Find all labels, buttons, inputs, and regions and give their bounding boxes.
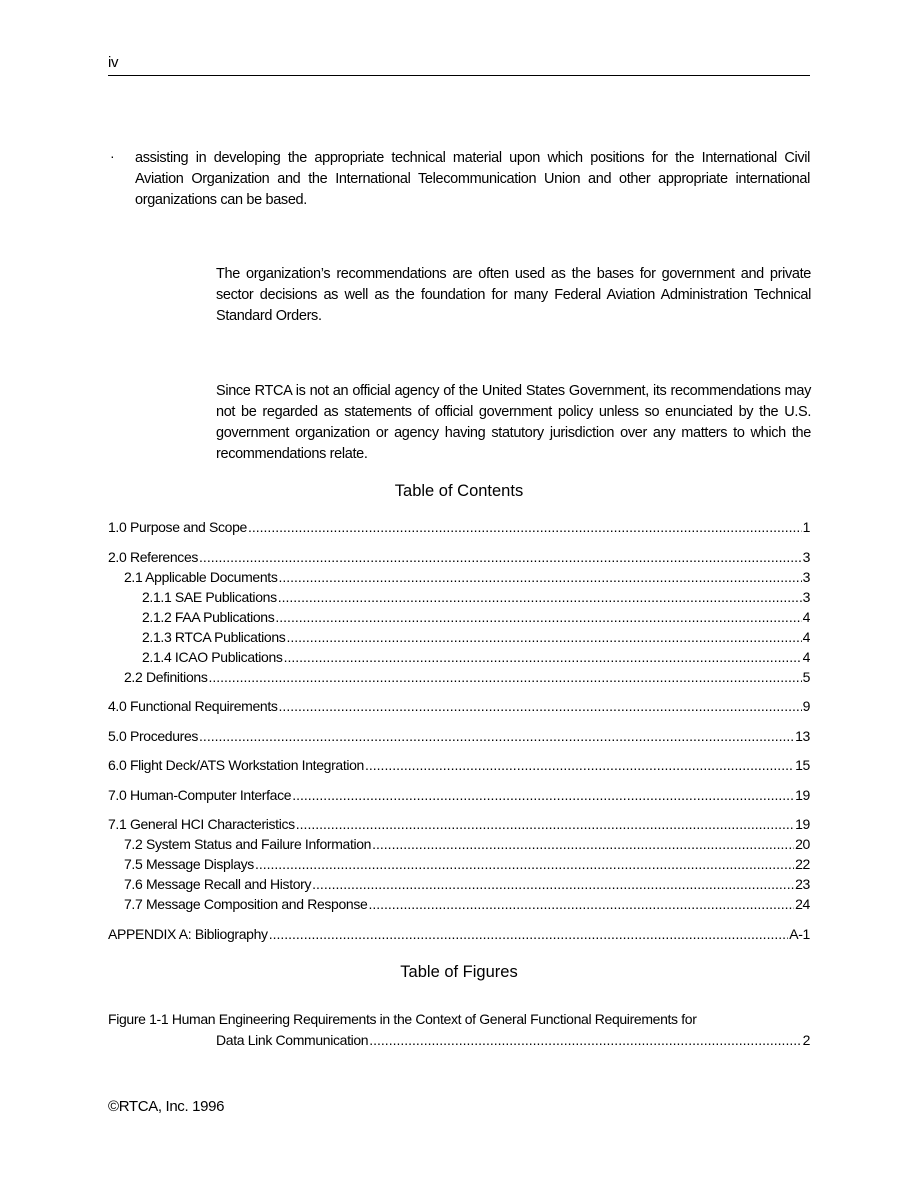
bullet-text: assisting in developing the appropriate technical material upon which positions for the International Civil Aviation Organization and the International Telecommunication Union and other appropriate international organizations can be based. — [135, 150, 810, 208]
toc-entry-text: 4.0 Functional Requirements — [108, 698, 278, 714]
toc-entry[interactable] — [108, 587, 810, 607]
copyright: ©RTCA, Inc. 1996 — [108, 1098, 225, 1115]
toc-entry[interactable] — [108, 517, 810, 537]
paragraph: Since RTCA is not an official agency of the United States Government, its recommendations may not be regarded as statements of official government policy unless so enunciated by the U.S. government organization or agency having statutory jurisdiction over any matters to which the recommendations relate. — [216, 383, 811, 462]
toc-entry-text: 1.0 Purpose and Scope — [108, 519, 247, 535]
toc-entry-page: 13 — [795, 727, 810, 744]
figure-entry-row — [108, 1030, 810, 1051]
toc-entry-text: 5.0 Procedures — [108, 727, 199, 744]
toc-entry-page: 19 — [795, 786, 810, 803]
leader-dots — [284, 647, 802, 667]
leader-dots — [296, 814, 794, 834]
leader-dots — [255, 854, 794, 874]
toc-entry[interactable] — [108, 785, 810, 805]
toc-entry[interactable] — [108, 834, 810, 854]
header-rule — [108, 75, 810, 76]
toc-entry[interactable] — [108, 854, 810, 874]
table-of-contents — [108, 517, 810, 944]
leader-dots — [292, 785, 794, 805]
toc-entry-text: 2.2 Definitions — [124, 668, 208, 685]
toc-entry-page: A-1 — [789, 925, 810, 942]
toc-entry-page: 3 — [802, 568, 810, 585]
toc-entry[interactable] — [108, 607, 810, 627]
toc-entry-text: 7.0 Human-Computer Interface — [108, 786, 292, 803]
leader-dots — [248, 517, 802, 537]
toc-entry-text: 2.1 Applicable Documents — [124, 568, 278, 585]
leader-dots — [369, 1030, 801, 1051]
toc-entry-text: 7.1 General HCI Characteristics — [108, 816, 295, 832]
toc-entry-page: 24 — [795, 896, 810, 912]
figure-entry-page: 2 — [802, 1032, 810, 1048]
toc-entry-page: 9 — [802, 698, 810, 714]
toc-entry-page: 4 — [802, 608, 810, 625]
toc-entry-page: 15 — [795, 757, 810, 773]
toc-entry-page: 3 — [802, 548, 810, 565]
toc-entry[interactable] — [108, 924, 810, 944]
toc-entry[interactable] — [108, 814, 810, 834]
toc-title: Table of Contents — [394, 482, 524, 500]
toc-entry-page: 4 — [802, 628, 810, 645]
leader-dots — [275, 607, 801, 627]
toc-entry-text: 2.1.2 FAA Publications — [142, 608, 275, 625]
leader-dots — [199, 547, 802, 567]
toc-entry[interactable] — [108, 874, 810, 894]
leader-dots — [278, 567, 801, 587]
bullet-mark: · — [110, 148, 115, 164]
leader-dots — [372, 834, 794, 854]
leader-dots — [199, 726, 794, 746]
toc-entry[interactable] — [108, 567, 810, 587]
toc-entry[interactable] — [108, 547, 810, 567]
paragraph: The organization’s recommendations are often used as the bases for government and private sector decisions as well as the foundation for many Federal Aviation Administration Technical Standard Orders. — [216, 266, 811, 324]
toc-entry-page: 22 — [795, 856, 810, 872]
bullet-item — [108, 148, 810, 211]
toc-entry-text: 7.6 Message Recall and History — [124, 876, 312, 892]
page-number: iv — [108, 54, 119, 71]
toc-entry[interactable] — [108, 667, 810, 687]
toc-entry[interactable] — [108, 894, 810, 914]
figure-entry[interactable] — [108, 1009, 810, 1051]
toc-entry-page: 20 — [795, 836, 810, 852]
leader-dots — [365, 755, 794, 775]
toc-entry-text: 7.2 System Status and Failure Information — [124, 836, 372, 852]
toc-entry-page: 23 — [795, 876, 810, 892]
toc-entry[interactable] — [108, 726, 810, 746]
toc-entry[interactable] — [108, 696, 810, 716]
figure-entry-continuation: Data Link Communication — [216, 1032, 369, 1048]
toc-entry-text: 6.0 Flight Deck/ATS Workstation Integration — [108, 757, 364, 773]
leader-dots — [269, 924, 789, 944]
toc-entry[interactable] — [108, 755, 810, 775]
toc-entry-text: 2.0 References — [108, 548, 199, 565]
toc-entry-text: 2.1.1 SAE Publications — [142, 588, 277, 605]
leader-dots — [208, 667, 801, 687]
toc-entry-page: 5 — [802, 668, 810, 685]
toc-entry-page: 19 — [795, 816, 810, 832]
toc-entry-text: 7.5 Message Displays — [124, 856, 254, 872]
leader-dots — [278, 587, 802, 607]
toc-entry[interactable] — [108, 647, 810, 667]
leader-dots — [312, 874, 794, 894]
toc-entry-text: 2.1.4 ICAO Publications — [142, 648, 283, 665]
toc-entry[interactable] — [108, 627, 810, 647]
leader-dots — [286, 627, 801, 647]
tof-title: Table of Figures — [400, 963, 518, 981]
figure-entry-caption: Figure 1-1 Human Engineering Requirements in the Context of General Functional Requirements for — [108, 1011, 697, 1027]
toc-entry-page: 1 — [802, 519, 810, 535]
toc-entry-text: 2.1.3 RTCA Publications — [142, 628, 286, 645]
toc-entry-page: 4 — [802, 648, 810, 665]
toc-entry-page: 3 — [802, 588, 810, 605]
leader-dots — [279, 696, 802, 716]
toc-entry-text: 7.7 Message Composition and Response — [124, 896, 368, 912]
leader-dots — [368, 894, 794, 914]
toc-entry-text: APPENDIX A: Bibliography — [108, 925, 268, 942]
